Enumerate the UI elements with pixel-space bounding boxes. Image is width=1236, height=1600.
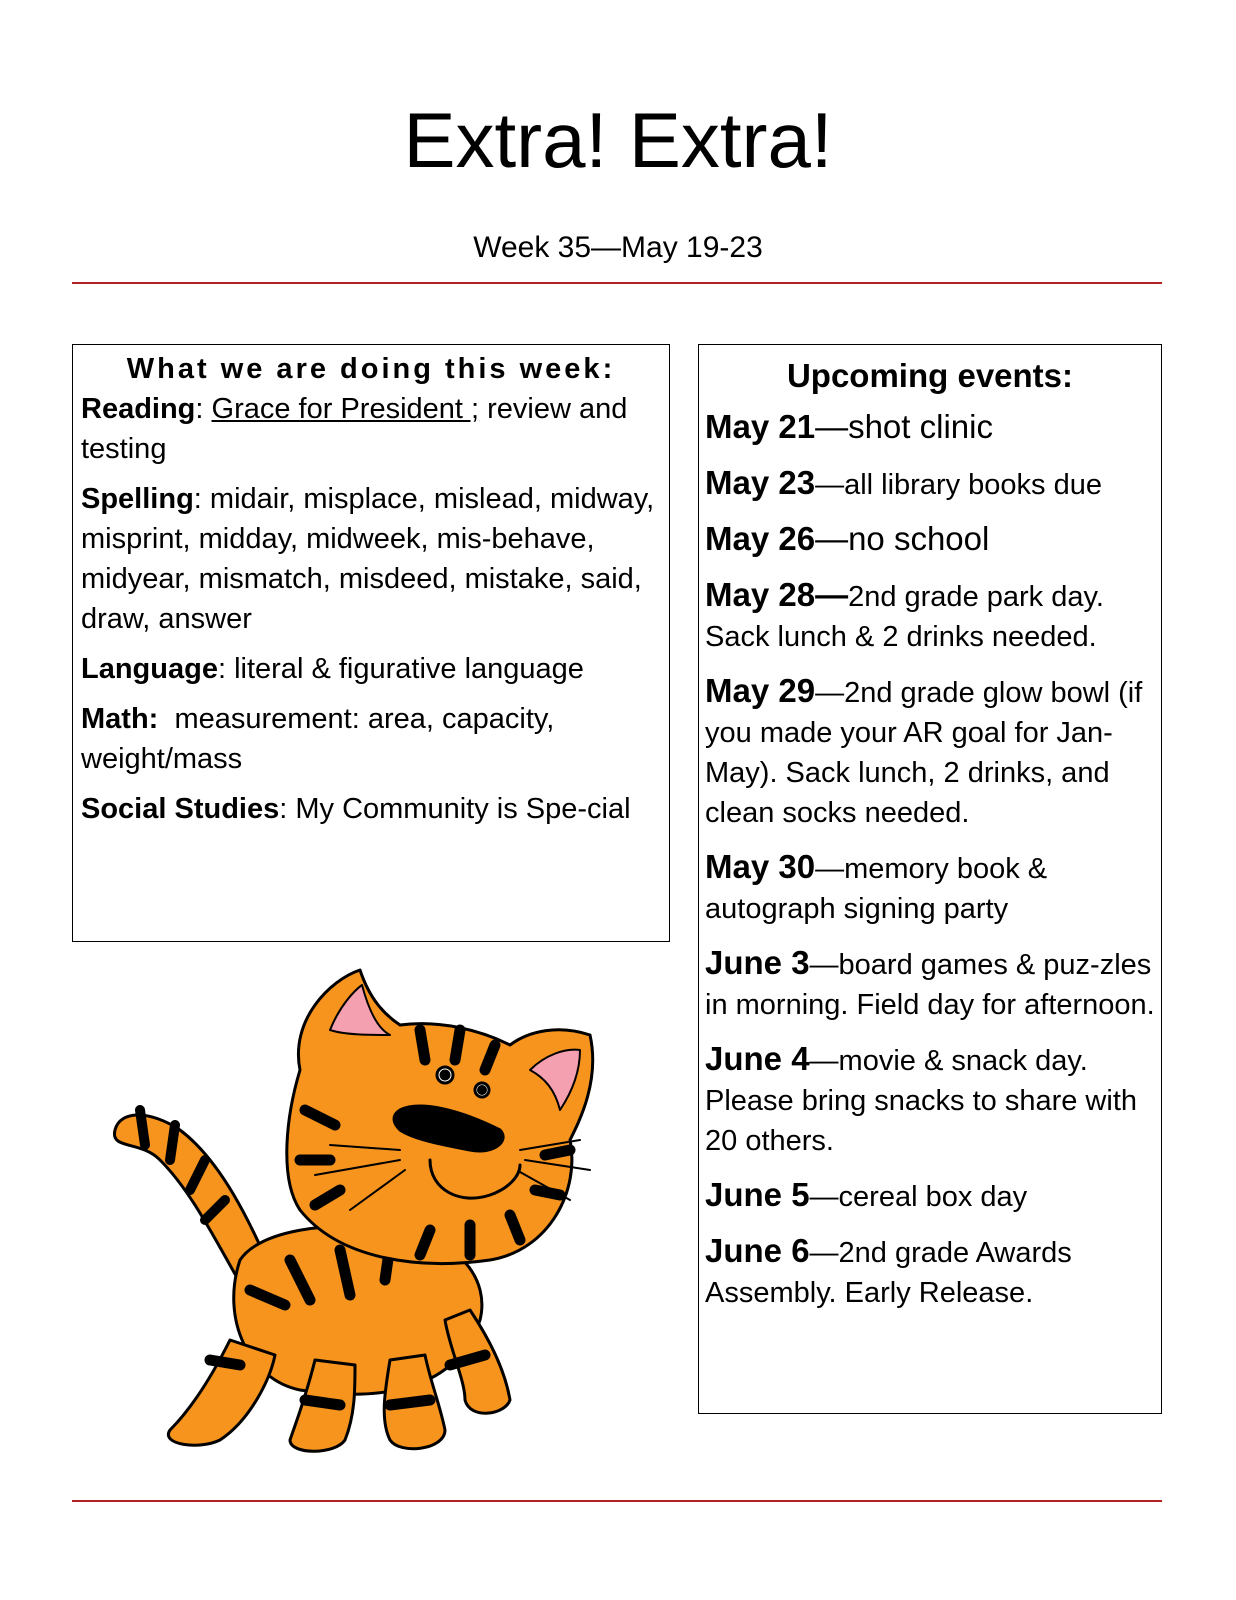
- language-text: : literal & figurative language: [217, 653, 584, 685]
- spelling-entry: [81, 479, 661, 639]
- bottom-divider: [72, 1500, 1162, 1502]
- event-text: —2nd grade glow bowl (if you made your AR goal for Jan-May). Sack lunch, 2 drinks, and clean socks needed.: [705, 677, 1143, 829]
- event-item: [705, 1175, 1155, 1217]
- social-studies-label: Social Studies: [81, 793, 280, 825]
- event-item: [705, 1039, 1155, 1161]
- language-label: Language: [81, 653, 218, 685]
- event-text: —all library books due: [815, 469, 1102, 501]
- event-item: [705, 671, 1155, 833]
- event-date: June 5: [705, 1176, 810, 1213]
- math-label: Math:: [81, 703, 159, 735]
- event-text: —no school: [815, 520, 990, 557]
- page-title: Extra! Extra!: [403, 96, 833, 184]
- event-text: 2nd grade park day. Sack lunch & 2 drinks needed.: [705, 581, 1104, 653]
- social-studies-entry: [81, 789, 661, 829]
- weekly-plan-heading: What we are doing this week:: [126, 353, 616, 385]
- social-studies-text: : My Community is Spe-cial: [279, 793, 631, 825]
- weekly-plan-box: [72, 344, 670, 942]
- math-entry: [81, 699, 661, 779]
- event-item: [705, 463, 1155, 505]
- event-item: [705, 1231, 1155, 1313]
- math-text: measurement: area, capacity, weight/mass: [81, 703, 563, 775]
- event-date: May 21: [705, 408, 816, 445]
- event-item: [705, 943, 1155, 1025]
- reading-label: Reading: [81, 393, 196, 425]
- spelling-words: : midair, misplace, mislead, midway, misprint, midday, midweek, mis-behave, midyear, mismatch, misdeed, mistake, said, draw, answer: [81, 483, 655, 635]
- event-text: —cereal box day: [809, 1181, 1028, 1213]
- spelling-label: Spelling: [81, 483, 194, 515]
- event-text: —movie & snack day. Please bring snacks to share with 20 others.: [705, 1045, 1137, 1157]
- event-text: —board games & puz-zles in morning. Field day for afternoon.: [705, 949, 1155, 1021]
- event-item: [705, 847, 1155, 929]
- reading-entry: Reading: Grace for President ; review and testing: [81, 393, 628, 465]
- event-date: May 29: [705, 672, 816, 709]
- event-date: June 6: [705, 1232, 810, 1269]
- event-date: June 4: [705, 1040, 810, 1077]
- event-date: May 23: [705, 464, 816, 501]
- tiger-cat-icon: [100, 960, 680, 1460]
- event-date: May 28—: [705, 576, 849, 613]
- week-subtitle: Week 35—May 19-23: [473, 231, 763, 264]
- event-text: —shot clinic: [815, 408, 993, 445]
- event-text: —2nd grade Awards Assembly. Early Release.: [705, 1237, 1072, 1309]
- event-text: —memory book & autograph signing party: [705, 853, 1048, 925]
- reading-book: Grace for President ;: [211, 393, 480, 425]
- event-item: [705, 519, 1155, 561]
- event-item: [705, 575, 1155, 657]
- event-date: May 26: [705, 520, 816, 557]
- event-date: May 30: [705, 848, 816, 885]
- upcoming-events-box: [698, 344, 1162, 1414]
- language-entry: [81, 649, 661, 689]
- event-item: [705, 407, 1155, 449]
- upcoming-events-heading: Upcoming events:: [786, 357, 1074, 394]
- event-date: June 3: [705, 944, 810, 981]
- reading-rest: review and testing: [81, 393, 628, 465]
- top-divider: [72, 282, 1162, 284]
